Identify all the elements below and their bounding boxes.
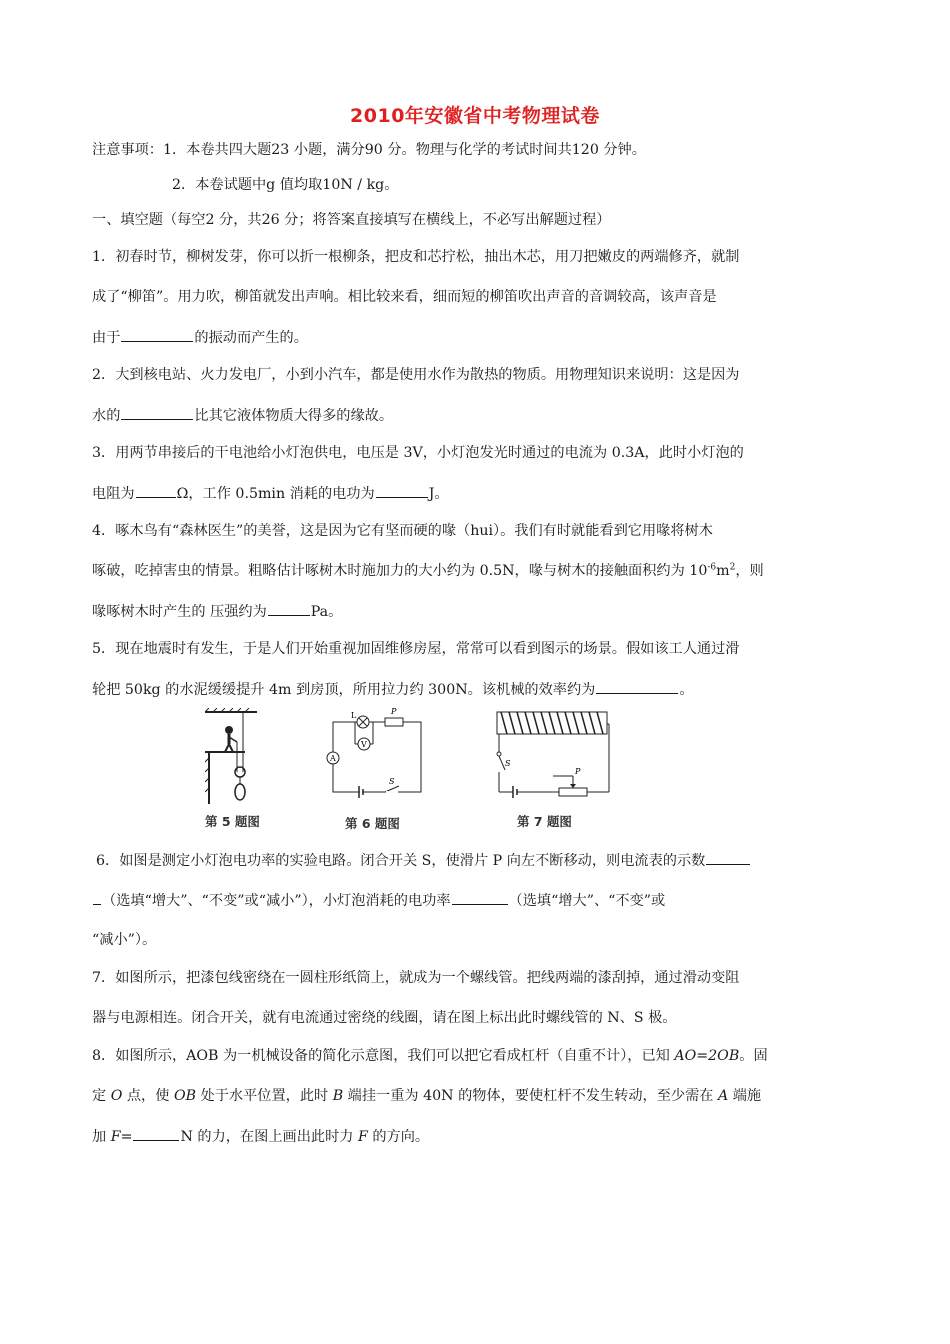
circuit-figure	[323, 708, 433, 808]
q8-point-a: A	[717, 1088, 729, 1104]
notes-line-2: 2．本卷试题中g 值均取10N / kg。	[172, 177, 399, 193]
q1-line-2: 成了“柳笛”。用力吹，柳笛就发出声响。相比较来看，细而短的柳笛吹出声音的音调较高，该声音是	[92, 289, 717, 305]
switch-label: S	[505, 759, 511, 768]
q6-line-1	[96, 850, 866, 871]
q7-line-1: 7．如图所示，把漆包线密绕在一圆柱形纸筒上，就成为一个螺线管。把线两端的漆刮掉，通过滑动变阻	[92, 970, 740, 986]
q6-text-c: （选填“增大”、“不变”或	[508, 893, 666, 909]
notes-line-1: 注意事项：1．本卷共四大题23 小题，满分90 分。物理与化学的考试时间共120 分钟。	[92, 142, 646, 158]
q4-text-b: m	[716, 563, 730, 579]
q8-segment-ob: OB	[173, 1088, 196, 1104]
slider-label: P	[391, 708, 397, 716]
q1-line-3	[92, 327, 862, 348]
answer-blank[interactable]	[452, 890, 508, 905]
q4-text-a: 啄破，吃掉害虫的情景。粗略估计啄树木时施加力的大小约为 0.5N，喙与树木的接触面积约为 10	[92, 563, 708, 579]
q6-text-a: 6．如图是测定小灯泡电功率的实验电路。闭合开关 S，使滑片 P 向左不断移动，则电流表的示数	[96, 853, 706, 869]
figure-7-caption: 第 7 题图	[517, 814, 572, 829]
q6-text-b: （选填“增大”、“不变”或“减小”），小灯泡消耗的电功率	[102, 893, 451, 909]
q8-force-symbol-2: F	[357, 1129, 368, 1145]
q8-text-b: 。固	[739, 1048, 768, 1064]
solenoid-figure	[489, 708, 619, 808]
q2-text-a: 水的	[92, 408, 121, 424]
q8-text-j: N 的力，在图上画出此时力	[180, 1129, 358, 1145]
q4-line-1: 4．啄木鸟有“森林医生”的美誉，这是因为它有坚而硬的喙（hui）。我们有时就能看到它用喙将树木	[92, 523, 713, 539]
q4-exponent-1: -6	[707, 562, 717, 573]
figure-5-caption: 第 5 题图	[205, 814, 260, 829]
q1-text-a: 由于	[92, 330, 121, 346]
voltmeter-label: V	[361, 740, 367, 749]
q1-text-b: 的振动而产生的。	[194, 330, 308, 346]
figure-6-caption: 第 6 题图	[345, 816, 400, 831]
answer-blank[interactable]	[268, 601, 310, 616]
q7-line-2: 器与电源相连。闭合开关，就有电流通过密绕的线圈，请在图上标出此时螺线管的 N、S 极。	[92, 1010, 677, 1026]
answer-blank[interactable]	[133, 1126, 179, 1141]
q8-force-symbol: F	[110, 1129, 121, 1145]
q8-text-h: 加	[92, 1129, 111, 1145]
q4-line-3	[92, 601, 862, 622]
q3-line-1: 3．用两节串接后的干电池给小灯泡供电，电压是 3V，小灯泡发光时通过的电流为 0.3A，此时小灯泡的	[92, 445, 744, 461]
section-1-heading: 一、填空题（每空2 分，共26 分；将答案直接填写在横线上，不必写出解题过程）	[92, 212, 611, 228]
q8-text-c: 定	[92, 1088, 111, 1104]
q4-text-c: ，则	[735, 563, 764, 579]
q5-line-2	[92, 679, 862, 700]
q8-text-e: 处于水平位置，此时	[196, 1088, 333, 1104]
q3-text-a: 电阻为	[92, 486, 135, 502]
q3-line-2	[92, 483, 862, 504]
q8-text-d: 点，使	[122, 1088, 174, 1104]
q4-text-e: Pa。	[310, 604, 343, 620]
page-title: 2010年安徽省中考物理试卷	[350, 105, 600, 127]
q4-line-2	[92, 561, 862, 581]
q3-text-b: Ω，工作 0.5min 消耗的电功为	[176, 486, 375, 502]
q8-ratio: AO=2OB	[674, 1048, 740, 1064]
q8-text-f: 端挂一重为 40N 的物体，要使杠杆不发生转动，至少需在	[343, 1088, 718, 1104]
answer-blank[interactable]	[121, 327, 193, 342]
answer-blank[interactable]	[376, 483, 428, 498]
q6-line-3: “减小”）。	[92, 932, 157, 948]
q4-text-d: 喙啄树木时产生的 压强约为	[92, 604, 267, 620]
pulley-figure	[205, 708, 275, 808]
q2-line-2	[92, 405, 862, 426]
q6-line-2	[92, 890, 862, 911]
q8-point-o: O	[110, 1088, 123, 1104]
q3-text-c: J。	[428, 486, 449, 502]
answer-blank[interactable]	[706, 850, 750, 865]
q8-text-k: 的方向。	[367, 1129, 430, 1145]
answer-blank[interactable]	[93, 890, 101, 905]
ammeter-label: A	[330, 754, 336, 763]
switch-label: S	[389, 777, 395, 786]
q8-text-g: 端施	[728, 1088, 762, 1104]
answer-blank[interactable]	[136, 483, 176, 498]
slider-label: P	[575, 767, 581, 776]
figures-row	[195, 708, 635, 834]
q8-point-b: B	[332, 1088, 344, 1104]
q2-line-1: 2．大到核电站、火力发电厂，小到小汽车，都是使用水作为散热的物质。用物理知识来说明：这是因为	[92, 367, 740, 383]
q4-exponent-2: 2	[729, 562, 736, 573]
q1-line-1: 1．初春时节，柳树发芽，你可以折一根柳条，把皮和芯拧松，抽出木芯，用刀把嫩皮的两端修齐，就制	[92, 249, 740, 265]
q2-text-b: 比其它液体物质大得多的缘故。	[194, 408, 394, 424]
q8-line-2	[92, 1086, 862, 1106]
q8-text-a: 8．如图所示，AOB 为一机械设备的简化示意图，我们可以把它看成杠杆（自重不计），已知	[92, 1048, 675, 1064]
q8-line-3	[92, 1126, 862, 1147]
lamp-label: L	[351, 711, 357, 720]
q5-text-a: 轮把 50kg 的水泥缓缓提升 4m 到房顶，所用拉力约 300N。该机械的效率约为	[92, 682, 596, 698]
answer-blank[interactable]	[596, 679, 678, 694]
q5-line-1: 5．现在地震时有发生，于是人们开始重视加固维修房屋，常常可以看到图示的场景。假如该工人通过滑	[92, 641, 740, 657]
q5-text-b: 。	[679, 682, 694, 698]
q8-text-i: =	[120, 1129, 133, 1145]
answer-blank[interactable]	[121, 405, 193, 420]
q8-line-1	[92, 1046, 862, 1066]
